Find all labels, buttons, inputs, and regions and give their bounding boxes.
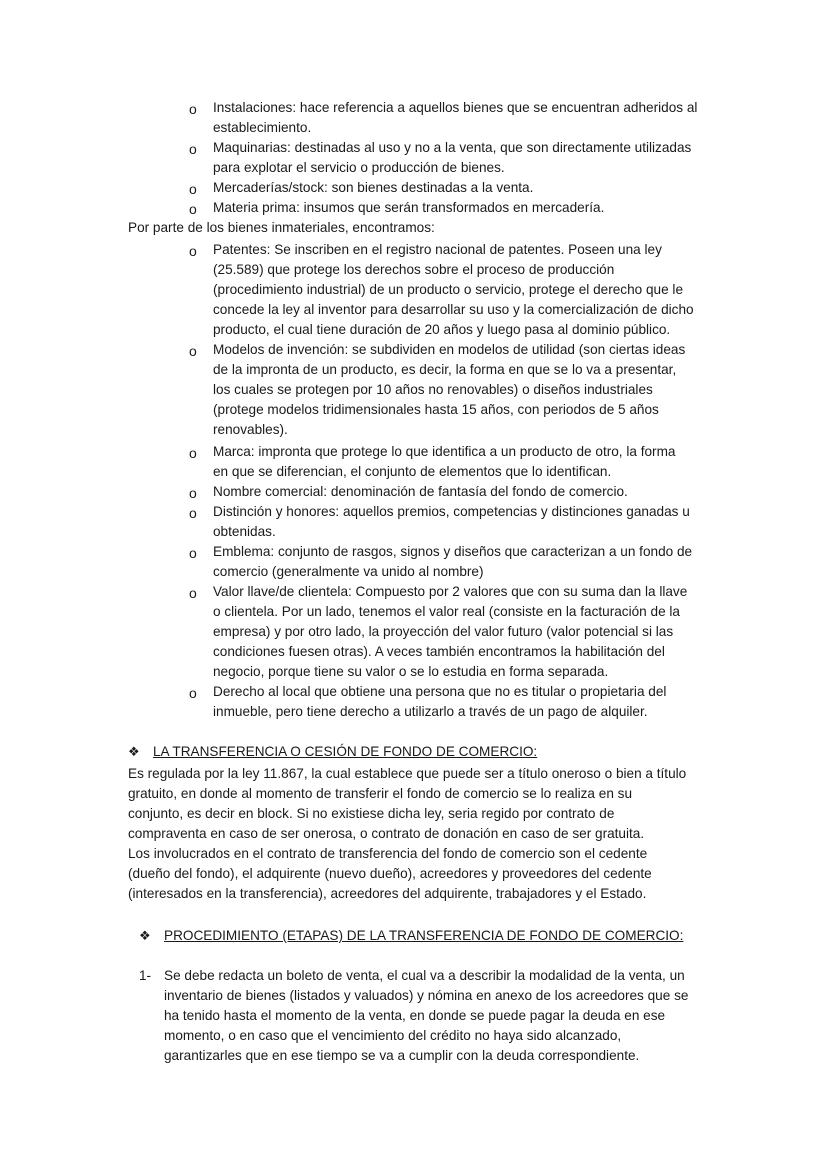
bullet-icon: o — [189, 243, 197, 259]
list-item-valor-llave-line-3: empresa) y por otro lado, la proyección del valor futuro (valor potencial si las — [213, 624, 674, 639]
bullet-icon: o — [189, 141, 197, 157]
section-heading-procedimiento: PROCEDIMIENTO (ETAPAS) DE LA TRANSFERENCIA DE FONDO DE COMERCIO: — [164, 928, 684, 943]
list-item-marca-line-1: Marca: impronta que protege lo que identifica a un producto de otro, la forma — [213, 444, 676, 459]
list-item-maquinarias-line-2: para explotar el servicio o producción de bienes. — [213, 160, 505, 175]
bullet-icon: o — [189, 343, 197, 359]
list-item-nombre-comercial: Nombre comercial: denominación de fantasía del fondo de comercio. — [213, 484, 628, 499]
list-item-valor-llave-line-5: negocio, porque tiene su valor o se lo estudia en forma separada. — [213, 664, 609, 679]
list-item-modelos-line-1: Modelos de invención: se subdividen en modelos de utilidad (son ciertas ideas — [213, 342, 686, 357]
paragraph-line: Los involucrados en el contrato de transferencia del fondo de comercio son el cedente — [128, 846, 648, 861]
list-item-distincion-line-1: Distinción y honores: aquellos premios, competencias y distinciones ganadas u — [213, 504, 690, 519]
numbered-item-line: Se debe redacta un boleto de venta, el cual va a describir la modalidad de la venta, un — [164, 968, 685, 983]
list-item-valor-llave-line-4: condiciones fuesen otras). A veces también encontramos la habilitación del — [213, 644, 665, 659]
list-item-emblema-line-1: Emblema: conjunto de rasgos, signos y diseños que caracterizan a un fondo de — [213, 544, 693, 559]
list-item-patentes-line-5: producto, el cual tiene duración de 20 años y luego pasa al dominio público. — [213, 322, 671, 337]
list-item-modelos-line-2: de la impronta de un producto, es decir, la forma en que se lo va a presentar, — [213, 362, 677, 377]
numbered-item-line: inventario de bienes (listados y valuados) y nómina en anexo de los acreedores que se — [164, 988, 689, 1003]
bullet-icon: o — [189, 685, 197, 701]
diamond-bullet-icon: ❖ — [139, 928, 151, 943]
paragraph-line: Es regulada por la ley 11.867, la cual establece que puede ser a título oneroso o bien a título — [128, 766, 687, 781]
list-item-mercaderias: Mercaderías/stock: son bienes destinadas a la venta. — [213, 180, 534, 195]
list-item-instalaciones-line-2: establecimiento. — [213, 120, 312, 135]
list-item-patentes-line-3: (procedimiento industrial) de un producto o servicio, protege el derecho que le — [213, 282, 684, 297]
numbered-item-line: garantizarles que en ese tiempo se va a cumplir con la deuda correspondiente. — [164, 1048, 640, 1063]
numbered-item-marker: 1- — [139, 968, 152, 983]
list-item-instalaciones-line-1: Instalaciones: hace referencia a aquellos bienes que se encuentran adheridos al — [213, 100, 698, 115]
list-item-emblema-line-2: comercio (generalmente va unido al nombre) — [213, 564, 484, 579]
paragraph-line: compraventa en caso de ser onerosa, o contrato de donación en caso de ser gratuita. — [128, 826, 645, 841]
numbered-item-line: ha tenido hasta el momento de la venta, en donde se puede pagar la deuda en ese — [164, 1008, 666, 1023]
bullet-icon: o — [189, 505, 197, 521]
section-heading-transferencia: LA TRANSFERENCIA O CESIÓN DE FONDO DE COMERCIO: — [153, 744, 538, 759]
bullet-icon: o — [189, 585, 197, 601]
numbered-item-line: momento, o en caso que el vencimiento del crédito no haya sido alcanzado, — [164, 1028, 622, 1043]
paragraph-line: (interesados en la transferencia), acreedores del adquirente, trabajadores y el Estado. — [128, 886, 647, 901]
list-item-valor-llave-line-1: Valor llave/de clientela: Compuesto por 2 valores que con su suma dan la llave — [213, 584, 688, 599]
bullet-icon: o — [189, 445, 197, 461]
diamond-bullet-icon: ❖ — [128, 744, 140, 759]
bullet-icon: o — [189, 201, 197, 217]
bullet-icon: o — [189, 545, 197, 561]
paragraph-line: (dueño del fondo), el adquirente (nuevo dueño), acreedores y proveedores del cedente — [128, 866, 652, 881]
list-item-marca-line-2: en que se diferencian, el conjunto de elementos que lo identifican. — [213, 464, 612, 479]
list-item-modelos-line-5: renovables). — [213, 422, 288, 437]
intro-immaterial-goods: Por parte de los bienes inmateriales, encontramos: — [128, 220, 435, 235]
list-item-modelos-line-3: los cuales se protegen por 10 años no renovables) o diseños industriales — [213, 382, 653, 397]
list-item-valor-llave-line-2: o clientela. Por un lado, tenemos el valor real (consiste en la facturación de la — [213, 604, 680, 619]
list-item-maquinarias-line-1: Maquinarias: destinadas al uso y no a la venta, que son directamente utilizadas — [213, 140, 692, 155]
paragraph-line: conjunto, es decir en block. Si no existiese dicha ley, seria regido por contrato de — [128, 806, 615, 821]
list-item-derecho-local-line-1: Derecho al local que obtiene una persona que no es titular o propietaria del — [213, 684, 667, 699]
list-item-materia-prima: Materia prima: insumos que serán transformados en mercadería. — [213, 200, 605, 215]
list-item-derecho-local-line-2: inmueble, pero tiene derecho a utilizarlo a través de un pago de alquiler. — [213, 704, 648, 719]
paragraph-line: gratuito, en donde al momento de transferir el fondo de comercio se lo realiza en su — [128, 786, 633, 801]
bullet-icon: o — [189, 181, 197, 197]
list-item-patentes-line-4: concede la ley al inventor para desarrollar su uso y la comercialización de dicho — [213, 302, 694, 317]
list-item-modelos-line-4: (protege modelos tridimensionales hasta 15 años, con periodos de 5 años — [213, 402, 659, 417]
bullet-icon: o — [189, 485, 197, 501]
list-item-patentes-line-1: Patentes: Se inscriben en el registro nacional de patentes. Poseen una ley — [213, 242, 662, 257]
list-item-patentes-line-2: (25.589) que protege los derechos sobre el proceso de producción — [213, 262, 615, 277]
bullet-icon: o — [189, 101, 197, 117]
list-item-distincion-line-2: obtenidas. — [213, 524, 276, 539]
